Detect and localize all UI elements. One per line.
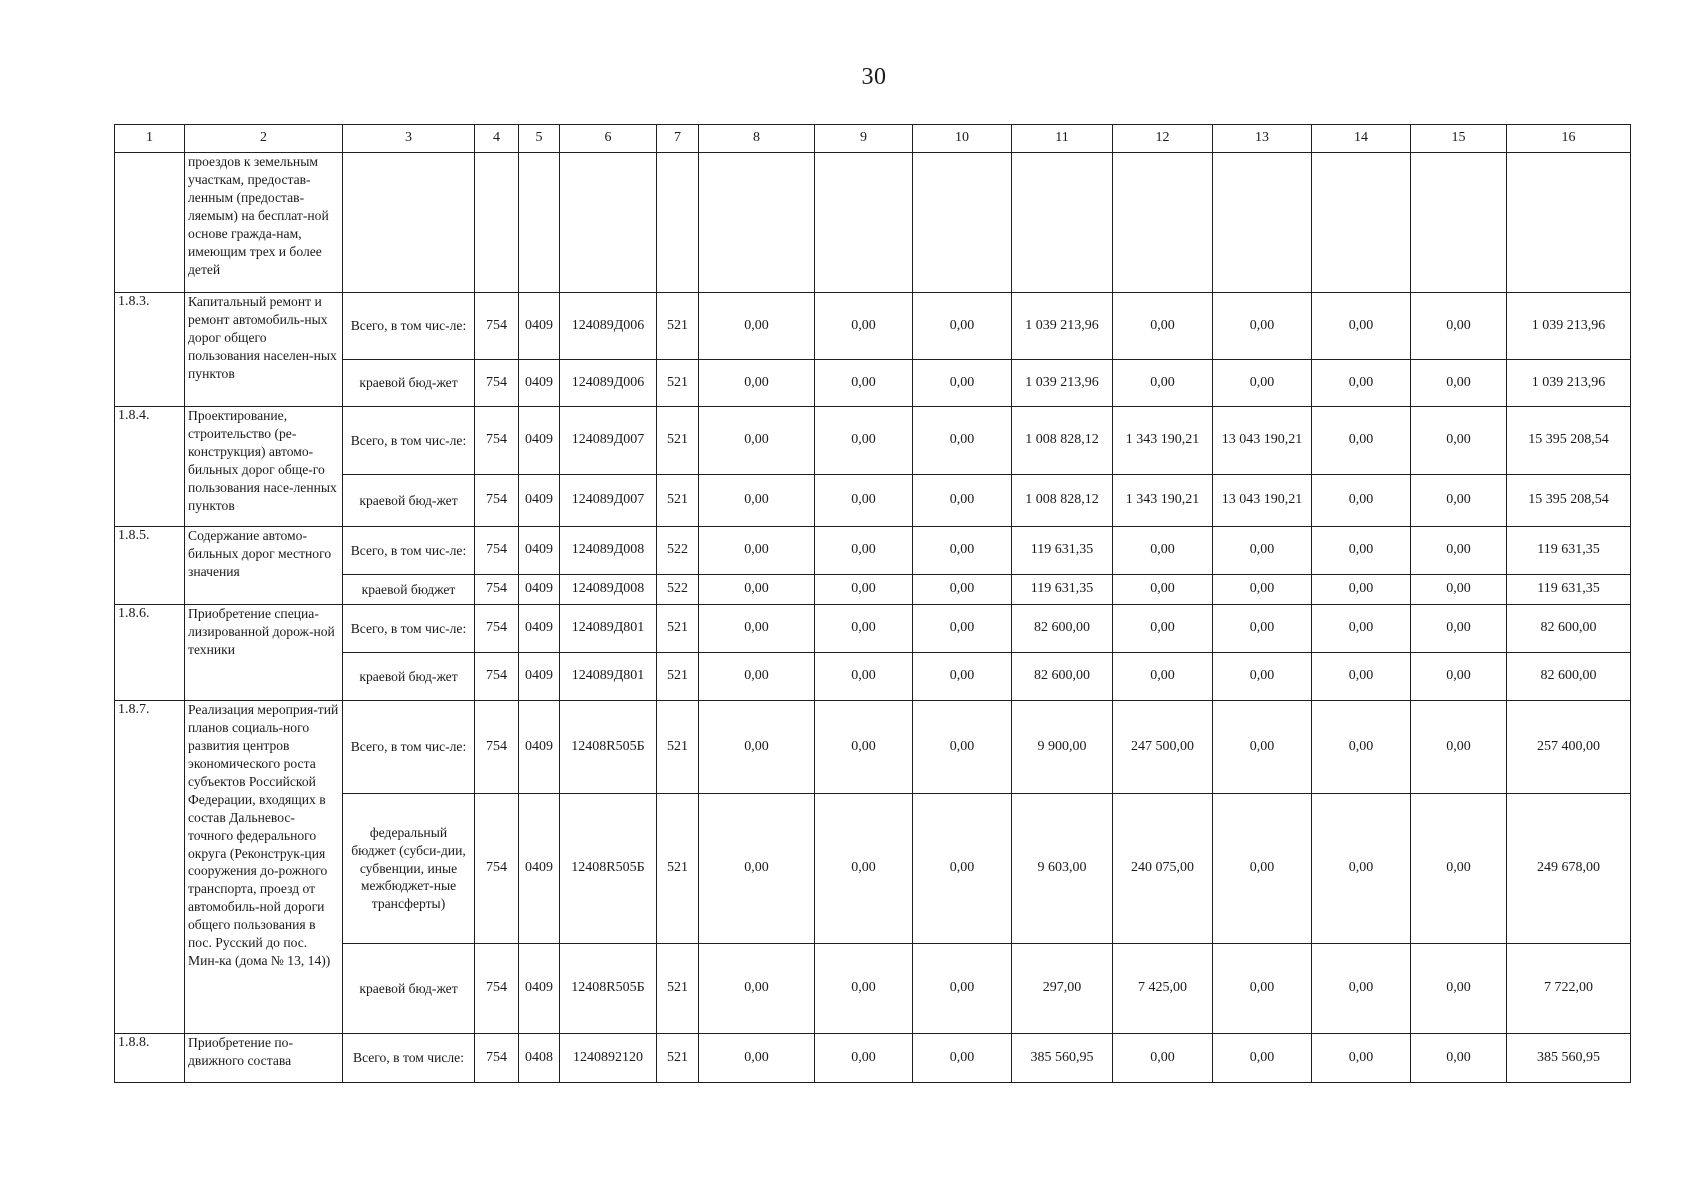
amount-col-15: 0,00: [1411, 360, 1507, 407]
expense-type-code: 521: [657, 1034, 699, 1083]
column-number-12: 12: [1113, 125, 1213, 153]
empty-cell: [1213, 153, 1312, 293]
amount-col-15: 0,00: [1411, 575, 1507, 605]
section-code: 0409: [519, 944, 560, 1034]
amount-col-9: 0,00: [815, 475, 913, 527]
amount-col-8: 0,00: [699, 653, 815, 701]
amount-col-15: 0,00: [1411, 407, 1507, 475]
table-row: [115, 701, 1631, 794]
amount-col-8: 0,00: [699, 475, 815, 527]
expense-type-code: 522: [657, 575, 699, 605]
amount-col-14: 0,00: [1312, 1034, 1411, 1083]
amount-col-11: 1 008 828,12: [1012, 475, 1113, 527]
amount-col-14: 0,00: [1312, 360, 1411, 407]
section-code: 0409: [519, 527, 560, 575]
amount-col-10: 0,00: [913, 605, 1012, 653]
amount-col-9: 0,00: [815, 575, 913, 605]
amount-col-8: 0,00: [699, 527, 815, 575]
item-number: 1.8.7.: [115, 701, 185, 1034]
amount-col-12: 0,00: [1113, 653, 1213, 701]
amount-col-8: 0,00: [699, 701, 815, 794]
expense-type-code: 521: [657, 475, 699, 527]
amount-col-13: 0,00: [1213, 653, 1312, 701]
ministry-code: 754: [475, 575, 519, 605]
empty-cell: [343, 153, 475, 293]
amount-col-16: 15 395 208,54: [1507, 475, 1631, 527]
section-code: 0409: [519, 475, 560, 527]
amount-col-14: 0,00: [1312, 605, 1411, 653]
amount-col-10: 0,00: [913, 701, 1012, 794]
funding-source: Всего, в том чис-ле:: [343, 293, 475, 360]
amount-col-13: 0,00: [1213, 794, 1312, 944]
ministry-code: 754: [475, 701, 519, 794]
amount-col-12: 7 425,00: [1113, 944, 1213, 1034]
amount-col-9: 0,00: [815, 293, 913, 360]
amount-col-10: 0,00: [913, 360, 1012, 407]
table-body: [115, 125, 1631, 1083]
amount-col-15: 0,00: [1411, 293, 1507, 360]
funding-source: Всего, в том числе:: [343, 1034, 475, 1083]
budget-table: [114, 124, 1631, 1083]
funding-source: краевой бюджет: [343, 575, 475, 605]
amount-col-9: 0,00: [815, 701, 913, 794]
ministry-code: 754: [475, 293, 519, 360]
amount-col-9: 0,00: [815, 794, 913, 944]
amount-col-16: 15 395 208,54: [1507, 407, 1631, 475]
amount-col-16: 119 631,35: [1507, 527, 1631, 575]
amount-col-16: 82 600,00: [1507, 605, 1631, 653]
amount-col-12: 0,00: [1113, 527, 1213, 575]
funding-source: краевой бюд-жет: [343, 944, 475, 1034]
amount-col-16: 257 400,00: [1507, 701, 1631, 794]
amount-col-10: 0,00: [913, 1034, 1012, 1083]
empty-cell: [1312, 153, 1411, 293]
amount-col-15: 0,00: [1411, 701, 1507, 794]
amount-col-16: 1 039 213,96: [1507, 293, 1631, 360]
target-article-code: 124089Д007: [560, 475, 657, 527]
amount-col-12: 0,00: [1113, 605, 1213, 653]
empty-cell: [1411, 153, 1507, 293]
target-article-code: 124089Д008: [560, 527, 657, 575]
table-row: [115, 605, 1631, 653]
empty-cell: [815, 153, 913, 293]
target-article-code: 12408R505Б: [560, 794, 657, 944]
item-name: Приобретение специа-лизированной дорож-ной техники: [185, 605, 343, 701]
amount-col-13: 13 043 190,21: [1213, 475, 1312, 527]
amount-col-12: 240 075,00: [1113, 794, 1213, 944]
amount-col-8: 0,00: [699, 605, 815, 653]
target-article-code: 124089Д007: [560, 407, 657, 475]
amount-col-14: 0,00: [1312, 575, 1411, 605]
column-number-1: 1: [115, 125, 185, 153]
amount-col-9: 0,00: [815, 407, 913, 475]
item-name: Капитальный ремонт и ремонт автомобиль-ных дорог общего пользования населен-ных пунктов: [185, 293, 343, 407]
target-article-code: 12408R505Б: [560, 944, 657, 1034]
amount-col-14: 0,00: [1312, 527, 1411, 575]
amount-col-15: 0,00: [1411, 527, 1507, 575]
table-row: [115, 360, 1631, 407]
table-row: [115, 407, 1631, 475]
funding-source: Всего, в том чис-ле:: [343, 527, 475, 575]
expense-type-code: 521: [657, 360, 699, 407]
amount-col-10: 0,00: [913, 293, 1012, 360]
amount-col-16: 82 600,00: [1507, 653, 1631, 701]
table-row: [115, 944, 1631, 1034]
amount-col-10: 0,00: [913, 944, 1012, 1034]
amount-col-11: 297,00: [1012, 944, 1113, 1034]
item-name: Проектирование, строительство (ре-конструкция) автомо-бильных дорог обще-го пользования насе-ленных пунктов: [185, 407, 343, 527]
amount-col-10: 0,00: [913, 794, 1012, 944]
amount-col-11: 119 631,35: [1012, 575, 1113, 605]
amount-col-8: 0,00: [699, 794, 815, 944]
empty-cell: [913, 153, 1012, 293]
table-row: [115, 653, 1631, 701]
amount-col-12: 1 343 190,21: [1113, 407, 1213, 475]
amount-col-9: 0,00: [815, 653, 913, 701]
section-code: 0409: [519, 575, 560, 605]
amount-col-15: 0,00: [1411, 944, 1507, 1034]
amount-col-15: 0,00: [1411, 794, 1507, 944]
column-number-3: 3: [343, 125, 475, 153]
amount-col-16: 1 039 213,96: [1507, 360, 1631, 407]
amount-col-9: 0,00: [815, 527, 913, 575]
amount-col-15: 0,00: [1411, 1034, 1507, 1083]
column-number-11: 11: [1012, 125, 1113, 153]
empty-cell: [1507, 153, 1631, 293]
amount-col-10: 0,00: [913, 653, 1012, 701]
section-code: 0409: [519, 653, 560, 701]
amount-col-14: 0,00: [1312, 653, 1411, 701]
expense-type-code: 522: [657, 527, 699, 575]
funding-source: федеральный бюджет (субси-дии, субвенции, иные межбюджет-ные трансферты): [343, 794, 475, 944]
amount-col-11: 385 560,95: [1012, 1034, 1113, 1083]
amount-col-15: 0,00: [1411, 653, 1507, 701]
amount-col-13: 0,00: [1213, 575, 1312, 605]
target-article-code: 124089Д801: [560, 605, 657, 653]
column-number-16: 16: [1507, 125, 1631, 153]
amount-col-9: 0,00: [815, 1034, 913, 1083]
empty-cell: [1012, 153, 1113, 293]
amount-col-9: 0,00: [815, 605, 913, 653]
amount-col-11: 1 039 213,96: [1012, 360, 1113, 407]
target-article-code: 124089Д008: [560, 575, 657, 605]
amount-col-14: 0,00: [1312, 407, 1411, 475]
column-number-8: 8: [699, 125, 815, 153]
column-number-4: 4: [475, 125, 519, 153]
column-number-9: 9: [815, 125, 913, 153]
ministry-code: 754: [475, 605, 519, 653]
amount-col-11: 1 008 828,12: [1012, 407, 1113, 475]
funding-source: краевой бюд-жет: [343, 360, 475, 407]
amount-col-11: 82 600,00: [1012, 605, 1113, 653]
expense-type-code: 521: [657, 407, 699, 475]
amount-col-10: 0,00: [913, 475, 1012, 527]
section-code: 0409: [519, 794, 560, 944]
section-code: 0408: [519, 1034, 560, 1083]
target-article-code: 124089Д006: [560, 360, 657, 407]
column-number-14: 14: [1312, 125, 1411, 153]
column-number-6: 6: [560, 125, 657, 153]
ministry-code: 754: [475, 1034, 519, 1083]
amount-col-14: 0,00: [1312, 794, 1411, 944]
amount-col-12: 247 500,00: [1113, 701, 1213, 794]
amount-col-9: 0,00: [815, 944, 913, 1034]
column-number-5: 5: [519, 125, 560, 153]
funding-source: Всего, в том чис-ле:: [343, 605, 475, 653]
ministry-code: 754: [475, 944, 519, 1034]
amount-col-15: 0,00: [1411, 475, 1507, 527]
amount-col-13: 13 043 190,21: [1213, 407, 1312, 475]
table-row: [115, 575, 1631, 605]
section-code: 0409: [519, 701, 560, 794]
table-row: [115, 293, 1631, 360]
ministry-code: 754: [475, 527, 519, 575]
funding-source: краевой бюд-жет: [343, 653, 475, 701]
target-article-code: 124089Д801: [560, 653, 657, 701]
amount-col-13: 0,00: [1213, 293, 1312, 360]
ministry-code: 754: [475, 360, 519, 407]
amount-col-13: 0,00: [1213, 605, 1312, 653]
page-number: 30: [861, 64, 887, 90]
column-number-row: [115, 125, 1631, 153]
target-article-code: 124089Д006: [560, 293, 657, 360]
amount-col-10: 0,00: [913, 575, 1012, 605]
amount-col-12: 0,00: [1113, 360, 1213, 407]
amount-col-16: 249 678,00: [1507, 794, 1631, 944]
amount-col-11: 119 631,35: [1012, 527, 1113, 575]
expense-type-code: 521: [657, 701, 699, 794]
amount-col-8: 0,00: [699, 944, 815, 1034]
amount-col-16: 385 560,95: [1507, 1034, 1631, 1083]
item-name: Приобретение по-движного состава: [185, 1034, 343, 1083]
row-number-cell: [115, 153, 185, 293]
column-number-7: 7: [657, 125, 699, 153]
amount-col-12: 1 343 190,21: [1113, 475, 1213, 527]
amount-col-8: 0,00: [699, 1034, 815, 1083]
empty-cell: [519, 153, 560, 293]
item-number: 1.8.5.: [115, 527, 185, 605]
empty-cell: [560, 153, 657, 293]
target-article-code: 12408R505Б: [560, 701, 657, 794]
expense-type-code: 521: [657, 794, 699, 944]
expense-type-code: 521: [657, 293, 699, 360]
amount-col-8: 0,00: [699, 575, 815, 605]
expense-type-code: 521: [657, 944, 699, 1034]
empty-cell: [1113, 153, 1213, 293]
amount-col-11: 9 900,00: [1012, 701, 1113, 794]
target-article-code: 1240892120: [560, 1034, 657, 1083]
item-number: 1.8.3.: [115, 293, 185, 407]
amount-col-11: 82 600,00: [1012, 653, 1113, 701]
table-row: [115, 794, 1631, 944]
expense-type-code: 521: [657, 605, 699, 653]
table-row: [115, 475, 1631, 527]
amount-col-12: 0,00: [1113, 575, 1213, 605]
ministry-code: 754: [475, 407, 519, 475]
ministry-code: 754: [475, 794, 519, 944]
column-number-15: 15: [1411, 125, 1507, 153]
amount-col-12: 0,00: [1113, 1034, 1213, 1083]
item-number: 1.8.4.: [115, 407, 185, 527]
amount-col-12: 0,00: [1113, 293, 1213, 360]
item-number: 1.8.8.: [115, 1034, 185, 1083]
amount-col-14: 0,00: [1312, 701, 1411, 794]
funding-source: краевой бюд-жет: [343, 475, 475, 527]
amount-col-13: 0,00: [1213, 701, 1312, 794]
amount-col-13: 0,00: [1213, 527, 1312, 575]
continuation-name: проездов к земельным участкам, предостав-ленным (предостав-ляемым) на бесплат-ной основе гражда-нам, имеющим трех и более детей: [185, 153, 343, 293]
empty-cell: [657, 153, 699, 293]
amount-col-11: 9 603,00: [1012, 794, 1113, 944]
item-name: Содержание автомо-бильных дорог местного значения: [185, 527, 343, 605]
item-name: Реализация мероприя-тий планов социаль-ного развития центров экономического роста субъектов Российской Федерации, входящих в состав Дальневос-точного федерального округа (Реконструк-ция сооружения до-рожного транспорта, проезд от автомобиль-ной дороги общего пользования в пос. Русский до пос. Мин-ка (дома № 13, 14)): [185, 701, 343, 1034]
column-number-2: 2: [185, 125, 343, 153]
ministry-code: 754: [475, 653, 519, 701]
amount-col-13: 0,00: [1213, 360, 1312, 407]
table-row: [115, 1034, 1631, 1083]
amount-col-16: 7 722,00: [1507, 944, 1631, 1034]
funding-source: Всего, в том чис-ле:: [343, 701, 475, 794]
ministry-code: 754: [475, 475, 519, 527]
amount-col-13: 0,00: [1213, 944, 1312, 1034]
expense-type-code: 521: [657, 653, 699, 701]
section-code: 0409: [519, 605, 560, 653]
amount-col-8: 0,00: [699, 293, 815, 360]
section-code: 0409: [519, 407, 560, 475]
amount-col-14: 0,00: [1312, 475, 1411, 527]
continuation-row: [115, 153, 1631, 293]
funding-source: Всего, в том чис-ле:: [343, 407, 475, 475]
amount-col-14: 0,00: [1312, 944, 1411, 1034]
amount-col-11: 1 039 213,96: [1012, 293, 1113, 360]
table-row: [115, 527, 1631, 575]
column-number-13: 13: [1213, 125, 1312, 153]
amount-col-10: 0,00: [913, 527, 1012, 575]
amount-col-14: 0,00: [1312, 293, 1411, 360]
amount-col-10: 0,00: [913, 407, 1012, 475]
amount-col-8: 0,00: [699, 360, 815, 407]
amount-col-15: 0,00: [1411, 605, 1507, 653]
section-code: 0409: [519, 293, 560, 360]
empty-cell: [699, 153, 815, 293]
empty-cell: [475, 153, 519, 293]
item-number: 1.8.6.: [115, 605, 185, 701]
amount-col-13: 0,00: [1213, 1034, 1312, 1083]
amount-col-8: 0,00: [699, 407, 815, 475]
amount-col-9: 0,00: [815, 360, 913, 407]
amount-col-16: 119 631,35: [1507, 575, 1631, 605]
column-number-10: 10: [913, 125, 1012, 153]
section-code: 0409: [519, 360, 560, 407]
